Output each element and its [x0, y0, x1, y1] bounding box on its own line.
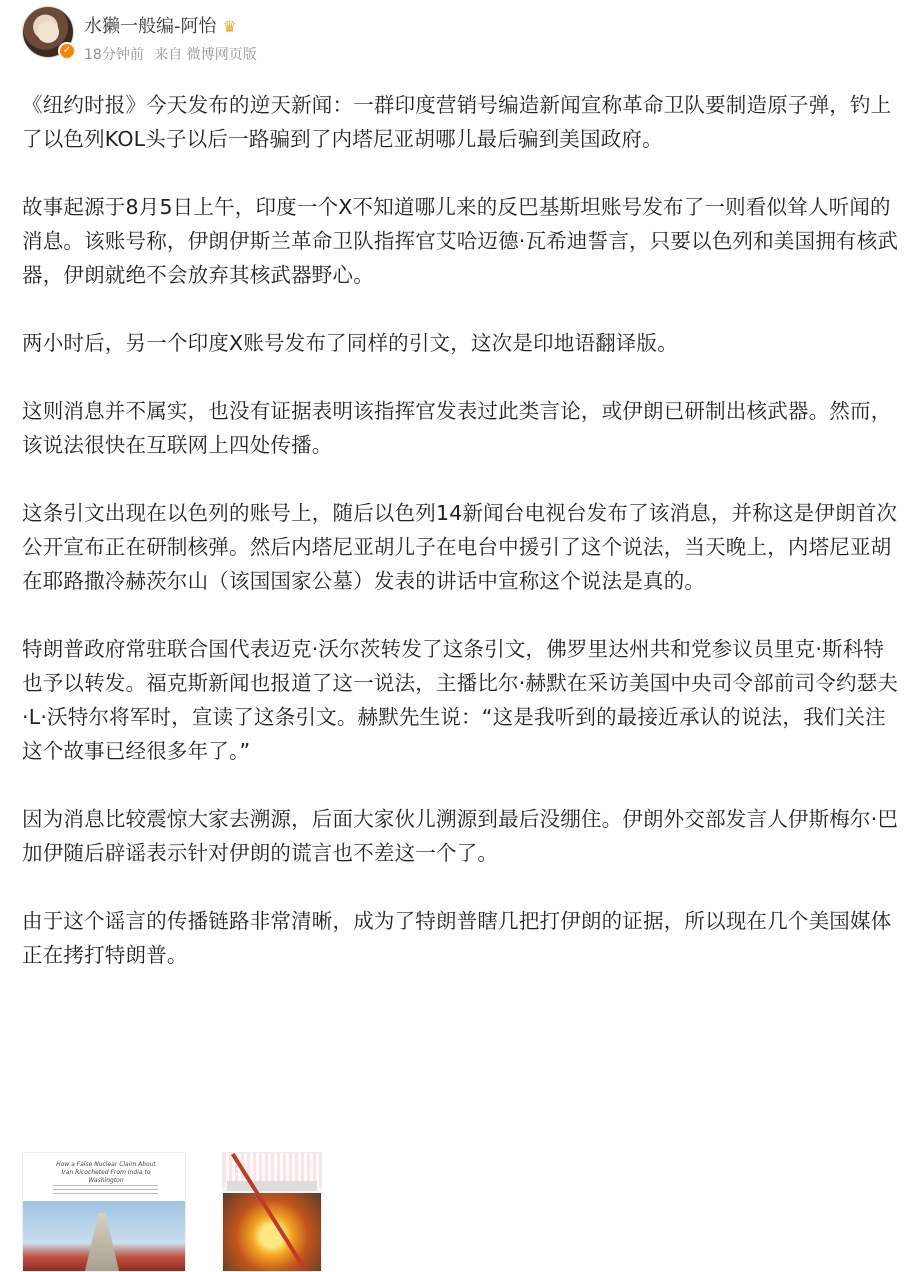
blurred-text-bar: [227, 1181, 317, 1191]
paragraph: 这条引文出现在以色列的账号上，随后以色列14新闻台电视台发布了该消息，并称这是伊朗首次公开宣布正在研制核弹。然后内塔尼亚胡儿子在电台中援引了这个说法，当天晚上，内塔尼亚胡在耶路撒冷赫茨尔山（该国国家公墓）发表的讲话中宣称这个说法是真的。: [22, 501, 898, 593]
author-name-text[interactable]: 水獭一般编-阿怡: [84, 16, 217, 37]
paragraph: 两小时后，另一个印度X账号发布了同样的引文，这次是印地语翻译版。: [22, 331, 678, 355]
explosion-image: [223, 1193, 321, 1271]
paragraph: 故事起源于8月5日上午，印度一个X不知道哪儿来的反巴基斯坦账号发布了一则看似耸人听闻的消息。该账号称，伊朗伊斯兰革命卫队指挥官艾哈迈德·瓦希迪誓言，只要以色列和美国拥有核武器，伊朗就绝不会放弃其核武器野心。: [22, 195, 899, 287]
paragraph: 这则消息并不属实，也没有证据表明该指挥官发表过此类言论，或伊朗已研制出核武器。然而，该说法很快在互联网上四处传播。: [22, 399, 892, 457]
image-grid: [22, 1152, 902, 1270]
crown-icon: ♛: [222, 17, 237, 36]
image-thumbnail-screenshot[interactable]: [222, 1152, 322, 1272]
article-title: How a False Nuclear Claim About Iran Ricocheted From India to Washington: [56, 1161, 156, 1184]
avatar-face: [37, 21, 59, 43]
article-text-lines: [53, 1185, 158, 1197]
post-meta: [84, 44, 263, 64]
post-header: [22, 6, 902, 66]
paragraph: 因为消息比较震惊大家去溯源，后面大家伙儿溯源到最后没绷住。伊朗外交部发言人伊斯梅尔·巴加伊随后辟谣表示针对伊朗的谎言也不差这一个了。: [22, 807, 899, 865]
post-source: 来自 微博网页版: [154, 47, 257, 63]
post-body: [22, 88, 902, 1006]
paragraph: 特朗普政府常驻联合国代表迈克·沃尔茨转发了这条引文，佛罗里达州共和党参议员里克·斯科特也予以转发。福克斯新闻也报道了这一说法，主播比尔·赫默在采访美国中央司令部前司令约瑟夫·L·沃特尔将军时，宣读了这条引文。赫默先生说：“这是我听到的最接近承认的说法，我们关注这个故事已经很多年了。”: [22, 637, 899, 763]
post-time[interactable]: 18分钟前: [84, 47, 144, 63]
image-thumbnail-article[interactable]: [22, 1152, 186, 1272]
paragraph: 《纽约时报》今天发布的逆天新闻：一群印度营销号编造新闻宣称革命卫队要制造原子弹，钓上了以色列KOL头子以后一路骗到了内塔尼亚胡哪儿最后骗到美国政府。: [22, 93, 892, 151]
author-name[interactable]: [84, 12, 237, 38]
paragraph: 由于这个谣言的传播链路非常清晰，成为了特朗普瞎几把打伊朗的证据，所以现在几个美国媒体正在拷打特朗普。: [22, 909, 892, 967]
verified-badge-icon: ✓: [58, 42, 76, 60]
